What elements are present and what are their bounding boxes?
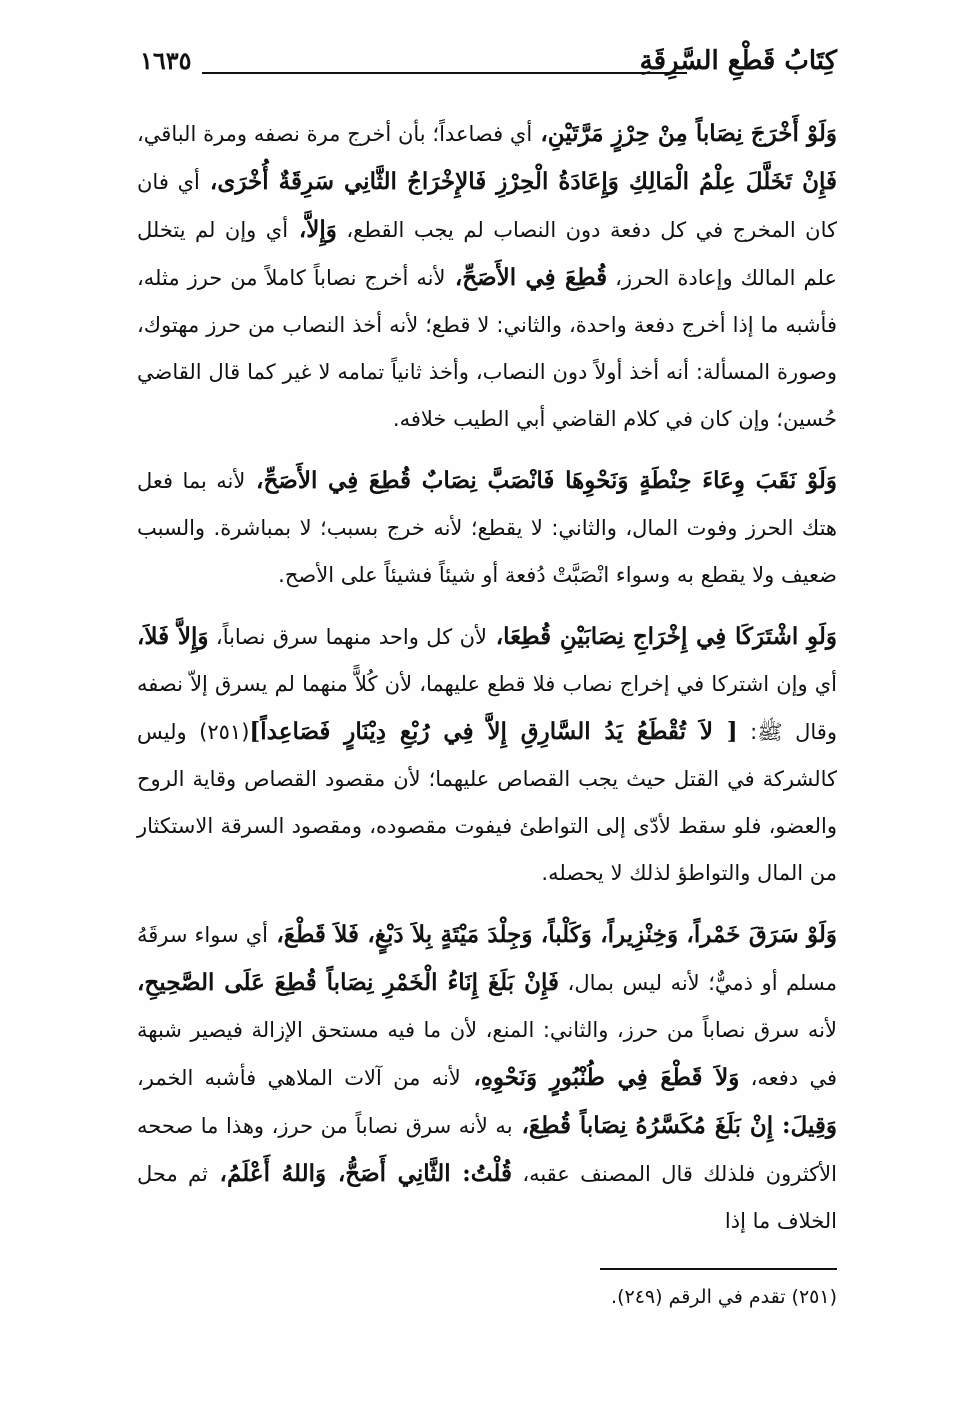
commentary-text: أي فان كان المخرج في كل دفعة دون النصاب لم يجب القطع، bbox=[137, 170, 837, 242]
page-header bbox=[140, 40, 837, 84]
commentary-text: لأن كل واحد منهما سرق نصاباً، bbox=[208, 625, 487, 649]
matn-text: وَلَوْ أَخْرَجَ نِصَاباً مِنْ حِرْزٍ مَرَّتَيْنِ، bbox=[532, 120, 837, 147]
paragraph bbox=[137, 911, 837, 1245]
matn-text: وَلَوِ اشْتَرَكَا فِي إِخْرَاجِ نِصَابَيْنِ قُطِعَا، bbox=[487, 623, 837, 650]
commentary-text: لأنه سرق نصاباً من حرز، والثاني: المنع، لأن ما فيه مستحق الإزالة فيصير شبهة في دفعه، bbox=[137, 1018, 837, 1090]
matn-text: وَإِلاَّ فَلاَ، bbox=[137, 623, 209, 650]
matn-text: وَإِلاَّ، bbox=[288, 216, 337, 243]
matn-text: وَقِيلَ: إِنْ بَلَغَ مُكَسَّرُهُ نِصَاباً قُطِعَ، bbox=[512, 1112, 837, 1139]
paragraph bbox=[137, 110, 837, 443]
footnote: (٢٥١) تقدم في الرقم (٢٤٩). bbox=[611, 1286, 837, 1308]
matn-text: [ لاَ تُقْطَعُ يَدُ السَّارِقِ إِلاَّ فِي رُبْعِ دِيْنَارٍ فَصَاعِداً] bbox=[249, 718, 738, 745]
commentary-text: به لأنه سرق نصاباً من حرز، وهذا ما صححه الأكثرون فلذلك قال المصنف عقبه، bbox=[137, 1114, 837, 1186]
commentary-text: لأنه من آلات الملاهي فأشبه الخمر، bbox=[137, 1066, 461, 1090]
paragraph bbox=[137, 613, 837, 897]
footnote-rule bbox=[600, 1268, 837, 1270]
commentary-text: أي سواء سرقَهُ مسلم أو ذميٌّ؛ لأنه ليس بمال، bbox=[137, 923, 837, 995]
matn-text: وَلَوْ نَقَبَ وِعَاءَ حِنْطَةٍ وَنَحْوِهَا فَانْصَبَّ نِصَابٌ قُطِعَ فِي الأَصَحِّ، bbox=[245, 467, 837, 494]
commentary-text: أي وإن لم يتخلل علم المالك وإعادة الحرز، bbox=[137, 218, 837, 290]
header-rule bbox=[202, 72, 687, 74]
commentary-text: لأنه بما فعل هتك الحرز وفوت المال، والثاني: لا يقطع؛ لأنه خرج بسبب؛ لا بمباشرة. والسبب ضعيف ولا يقطع به وسواء انْصَبَّتْ دُفعة أو شيئاً فشيئاً على الأصح. bbox=[137, 469, 837, 587]
running-title: كِتَابُ قَطْعِ السَّرِقَةِ bbox=[639, 46, 837, 76]
commentary-text: أي فصاعداً؛ بأن أخرج مرة نصفه ومرة الباقي، bbox=[137, 122, 533, 146]
matn-text: وَلاَ قَطْعَ فِي طُنْبُورٍ وَنَحْوِهِ، bbox=[460, 1064, 740, 1091]
page-number: ١٦٣٥ bbox=[140, 46, 192, 75]
commentary-text: ثم محل الخلاف ما إذا bbox=[137, 1162, 837, 1233]
commentary-text: أي وإن اشتركا في إخراج نصاب فلا قطع عليهما، لأن كُلاًّ منهما لم يسرق إلاّ نصفه وقال ﷺ: bbox=[137, 672, 837, 744]
matn-text: فَإِنْ بَلَغَ إِنَاءُ الْخَمْرِ نِصَاباً قُطِعَ عَلَى الصَّحِيحِ، bbox=[137, 969, 559, 996]
matn-text: قُلْتُ: الثَّانِي أَصَحُّ، وَاللهُ أَعْلَمُ، bbox=[207, 1160, 512, 1187]
matn-text: قُطِعَ فِي الأَصَحِّ، bbox=[445, 264, 608, 291]
paragraph bbox=[137, 457, 837, 599]
body-text bbox=[137, 110, 837, 1259]
commentary-text: لأنه أخرج نصاباً كاملاً من حرز مثله، فأشبه ما إذا أخرج دفعة واحدة، والثاني: لا قطع؛ لأنه أخذ النصاب من حرز مهتوك، وصورة المسألة: أنه أخذ أولاً دون النصاب، وأخذ ثانياً تمامه لا غير كما قال القاضي حُسين؛ وإن كان في كلام القاضي أبي الطيب خلافه. bbox=[137, 266, 837, 431]
matn-text: وَلَوْ سَرَقَ خَمْراً، وَخِنْزِيراً، وَكَلْباً، وَجِلْدَ مَيْتَةٍ بِلاَ دَبْغٍ، فَلاَ قَطْعَ، bbox=[267, 921, 837, 948]
matn-text: فَإِنْ تَخَلَّلَ عِلْمُ الْمَالِكِ وَإِعَادَةُ الْحِرْزِ فَالإِخْرَاجُ الثَّانِي سَرِقَةٌ أُخْرَى، bbox=[199, 168, 838, 195]
commentary-text: (٢٥١) وليس كالشركة في القتل حيث يجب القصاص عليهما؛ لأن مقصود القصاص وقاية الروح والعضو، فلو سقط لأدّى إلى التواطئ فيفوت مقصوده، ومقصود السرقة الاستكثار من المال والتواطؤ لذلك لا يحصله. bbox=[137, 720, 837, 885]
